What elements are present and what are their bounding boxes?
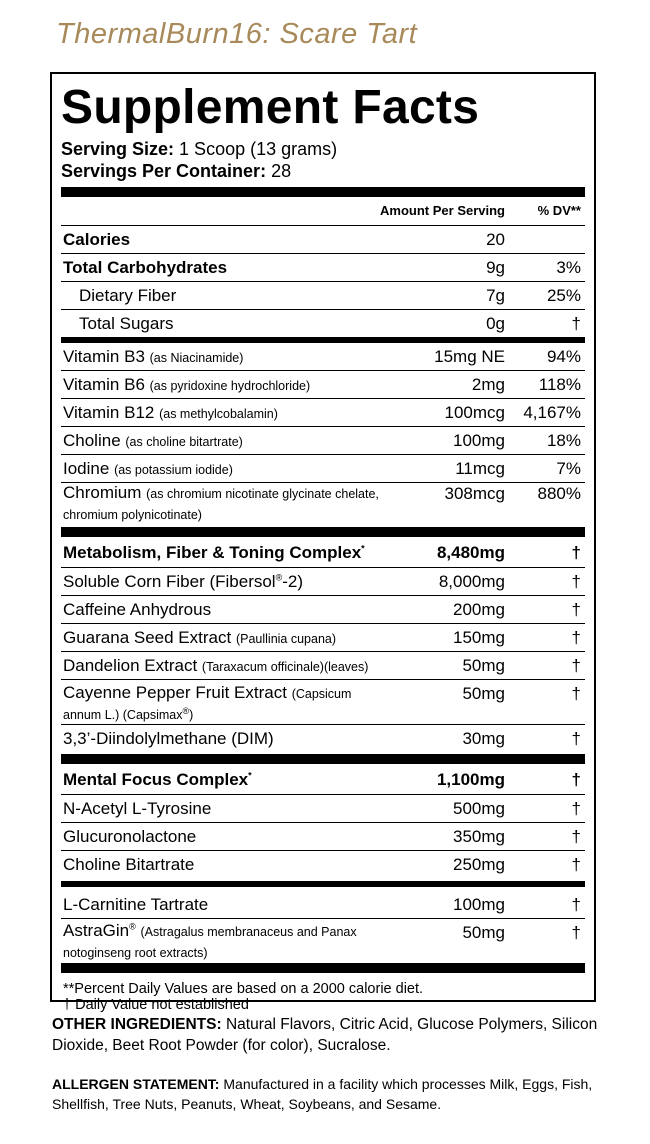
vitamin-detail: (as choline bitartrate) [125, 435, 243, 449]
macro-row-sugars [61, 310, 585, 337]
nutrient-amount: 9g [486, 258, 505, 277]
allergen-statement [52, 1074, 622, 1114]
vitamin-name: Iodine [63, 459, 110, 478]
vitamin-row [61, 399, 585, 426]
vitamin-row [61, 343, 585, 370]
macro-row-carbs [61, 254, 585, 281]
ingredient-amount: 8,000mg [438, 572, 505, 591]
other-ingredients [52, 1014, 612, 1056]
vitamin-amount: 308mcg [444, 484, 505, 503]
other-ingredients-label: OTHER INGREDIENTS: [52, 1016, 222, 1033]
row-label [63, 683, 443, 725]
vitamin-row [61, 455, 585, 482]
vitamin-dv: 4,167% [523, 403, 581, 422]
ingredient-row [61, 851, 585, 878]
ingredient-name: Cayenne Pepper Fruit Extract [63, 683, 287, 702]
row-label [63, 764, 252, 796]
ingredient-row [61, 891, 585, 918]
macro-row-fiber [61, 282, 585, 309]
row-label [63, 399, 278, 428]
col-dv: % DV** [537, 203, 581, 218]
vitamin-name: Choline [63, 431, 121, 450]
complex-header [61, 537, 585, 567]
registered-mark: ® [129, 921, 136, 932]
complex-header [61, 764, 585, 794]
ingredient-row [61, 652, 585, 679]
ingredient-name: L-Carnitine Tartrate [63, 895, 209, 914]
divider-thick [61, 527, 585, 537]
ingredient-detail: annum L.) (Capsimax [63, 708, 183, 722]
row-label [63, 652, 368, 681]
serving-size-label: Serving Size: [61, 139, 175, 159]
dagger-icon: † [571, 729, 581, 748]
nutrient-name: Total Sugars [79, 314, 174, 333]
dagger-icon: † [571, 600, 581, 619]
vitamin-row [61, 427, 585, 454]
ingredient-name: Soluble Corn Fiber (Fibersol [63, 572, 276, 591]
ingredient-name: Caffeine Anhydrous [63, 600, 212, 619]
vitamin-detail: (as pyridoxine hydrochloride) [149, 379, 311, 393]
ingredient-row [61, 568, 585, 595]
col-amount: Amount Per Serving [380, 203, 505, 218]
divider-medium [61, 881, 585, 887]
dagger-icon: † [571, 628, 581, 647]
nutrient-amount: 7g [486, 286, 505, 305]
nutrient-dv: † [571, 314, 581, 333]
vitamin-dv: 880% [537, 484, 581, 503]
ingredient-amount: 50mg [462, 684, 505, 703]
vitamin-name: Chromium [63, 483, 142, 502]
nutrient-name: Dietary Fiber [79, 286, 177, 305]
serving-size-value: 1 Scoop (13 grams) [174, 139, 338, 159]
complex-name: Mental Focus Complex [63, 770, 249, 789]
vitamin-dv: 94% [546, 347, 581, 366]
vitamin-detail: (as methylcobalamin) [159, 407, 278, 421]
vitamin-dv: 118% [538, 375, 581, 394]
vitamin-amount: 15mg NE [434, 347, 505, 366]
ingredient-name: Glucuronolactone [63, 827, 197, 846]
ingredient-name: AstraGin [63, 921, 130, 940]
divider-thick [61, 754, 585, 764]
complex-name: Metabolism, Fiber & Toning Complex [63, 543, 362, 562]
row-label [63, 371, 310, 400]
vitamin-row [61, 483, 585, 525]
ingredient-detail: (Capsicum [291, 687, 352, 701]
ingredient-row [61, 725, 585, 752]
footnote-dagger: † Daily Value not established [63, 997, 249, 1013]
row-label [63, 568, 303, 595]
dagger-icon: † [571, 656, 581, 675]
vitamin-name: Vitamin B12 [63, 403, 155, 422]
row-label [63, 343, 243, 372]
servings-label: Servings Per Container: [61, 161, 267, 181]
ingredient-amount: 30mg [462, 729, 505, 748]
dagger-icon: † [571, 770, 581, 789]
row-label [63, 921, 443, 963]
ingredient-row [61, 795, 585, 822]
ingredient-row [61, 596, 585, 623]
vitamin-detail: chromium polynicotinate) [63, 508, 202, 522]
vitamin-amount: 100mg [453, 431, 505, 450]
dagger-icon: † [571, 799, 581, 818]
vitamin-row [61, 371, 585, 398]
allergen-label: ALLERGEN STATEMENT: [52, 1076, 220, 1092]
ingredient-amount: 50mg [462, 923, 505, 942]
ingredient-name: Dandelion Extract [63, 656, 198, 675]
ingredient-amount: 150mg [453, 628, 505, 647]
ingredient-row [61, 919, 585, 961]
ingredient-name: -2) [282, 572, 304, 591]
ingredient-name: Guarana Seed Extract [63, 628, 232, 647]
dagger-icon: † [571, 543, 581, 562]
dagger-icon: † [571, 895, 581, 914]
serving-info [61, 138, 585, 182]
complex-amount: 1,100mg [436, 770, 505, 789]
ingredient-amount: 350mg [453, 827, 505, 846]
ingredient-amount: 100mg [453, 895, 505, 914]
vitamin-detail: (as chromium nicotinate glycinate chelate, [146, 487, 379, 501]
dagger-icon: † [571, 855, 581, 874]
row-label [63, 624, 336, 653]
ingredient-row [61, 680, 585, 724]
ingredient-detail: (Paullinia cupana) [235, 632, 337, 646]
footnote-dv: **Percent Daily Values are based on a 2000 calorie diet. [63, 981, 424, 997]
dagger-icon: † [571, 827, 581, 846]
supplement-facts-panel [50, 72, 596, 1013]
dagger-icon: † [571, 923, 581, 942]
nutrient-name: Calories [63, 230, 131, 249]
allergen-text: Manufactured in a facility which processes Milk, Eggs, Fish, Shellfish, Tree Nuts, Peanuts, Wheat, Soybeans, and Sesame. [52, 1076, 593, 1112]
asterisk-mark: * [248, 770, 252, 781]
vitamin-name: Vitamin B6 [63, 375, 145, 394]
divider-thick [61, 187, 585, 197]
row-label [63, 427, 243, 456]
footnotes [61, 981, 585, 1013]
ingredient-amount: 500mg [453, 799, 505, 818]
ingredient-detail: (Taraxacum officinale)(leaves) [201, 660, 369, 674]
ingredient-amount: 200mg [453, 600, 505, 619]
ingredient-detail: ) [189, 708, 194, 722]
dagger-icon: † [571, 684, 581, 703]
ingredient-amount: 250mg [453, 855, 505, 874]
ingredient-name: 3,3’-Diindolylmethane (DIM) [63, 729, 274, 748]
ingredient-name: Choline Bitartrate [63, 855, 195, 874]
ingredient-row [61, 624, 585, 651]
asterisk-mark: * [361, 543, 365, 554]
product-title: ThermalBurn16: Scare Tart [56, 18, 418, 50]
nutrient-name: Total Carbohydrates [63, 258, 228, 277]
macro-row-calories [61, 226, 585, 253]
dagger-icon: † [571, 572, 581, 591]
row-label [63, 455, 233, 484]
servings-value: 28 [266, 161, 292, 181]
complex-amount: 8,480mg [436, 543, 505, 562]
vitamin-dv: 18% [546, 431, 581, 450]
ingredient-name: N-Acetyl L-Tyrosine [63, 799, 212, 818]
panel-heading: Supplement Facts [61, 81, 480, 134]
ingredient-detail: (Astragalus membranaceus and Panax [140, 925, 357, 939]
nutrient-dv: 3% [556, 258, 581, 277]
registered-mark: ® [275, 572, 283, 583]
row-label [63, 483, 443, 525]
vitamin-dv: 7% [556, 459, 581, 478]
vitamin-amount: 100mcg [444, 403, 505, 422]
nutrient-dv: 25% [546, 286, 581, 305]
vitamin-amount: 2mg [471, 375, 505, 394]
other-ingredients-text: Natural Flavors, Citric Acid, Glucose Polymers, Silicon Dioxide, Beet Root Powder (for color), Sucralose. [52, 1016, 598, 1054]
vitamin-detail: (as Niacinamide) [149, 351, 244, 365]
ingredient-detail: notoginseng root extracts) [63, 946, 208, 960]
vitamin-detail: (as potassium iodide) [114, 463, 233, 477]
vitamin-amount: 11mcg [455, 459, 505, 478]
nutrient-amount: 0g [486, 314, 505, 333]
registered-mark: ® [182, 705, 190, 716]
vitamin-name: Vitamin B3 [63, 347, 145, 366]
nutrient-amount: 20 [486, 230, 505, 249]
divider-thick [61, 963, 585, 973]
ingredient-row [61, 823, 585, 850]
column-header [61, 197, 585, 225]
row-label [63, 537, 365, 569]
ingredient-amount: 50mg [462, 656, 505, 675]
